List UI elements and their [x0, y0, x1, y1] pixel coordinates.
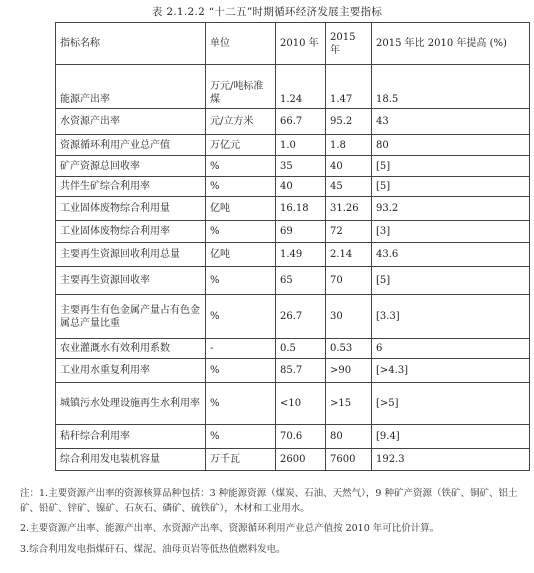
value-2010-cell: 16.18: [276, 197, 326, 221]
change-cell: [5]: [372, 177, 530, 197]
table-row: [56, 339, 530, 359]
table-row: [56, 197, 530, 221]
unit-cell: %: [206, 177, 276, 197]
table-row: [56, 156, 530, 177]
change-cell: 93.2: [372, 197, 530, 221]
table-row: [56, 65, 530, 109]
change-cell: [3]: [372, 221, 530, 243]
table-row: [56, 449, 530, 471]
table-row: [56, 359, 530, 383]
unit-cell: %: [206, 383, 276, 425]
value-2010-cell: 69: [276, 221, 326, 243]
change-cell: 80: [372, 135, 530, 156]
change-cell: [5]: [372, 267, 530, 295]
value-2015-cell: 0.53: [326, 339, 372, 359]
indicator-name-cell: 共伴生矿综合利用率: [56, 177, 206, 197]
table-row: [56, 135, 530, 156]
value-2015-cell: 7600: [326, 449, 372, 471]
unit-cell: 元/立方米: [206, 109, 276, 135]
header-2010: 2010 年: [276, 23, 326, 65]
note-1: 注：1.主要资源产出率的资源核算品种包括：3 种能源资源（煤炭、石油、天然气），9 种矿产资源（铁矿、铜矿、铝土矿、铅矿、锌矿、镍矿、石灰石、磷矿、硫铁矿），木材和工业用水。: [20, 488, 518, 515]
indicator-name-cell: 工业固体废物综合利用量: [56, 197, 206, 221]
value-2010-cell: 70.6: [276, 425, 326, 449]
change-cell: 43.6: [372, 243, 530, 267]
indicator-name-cell: 主要再生资源回收率: [56, 267, 206, 295]
value-2015-cell: 40: [326, 156, 372, 177]
indicator-name-cell: 矿产资源总回收率: [56, 156, 206, 177]
table-row: [56, 267, 530, 295]
indicator-name-cell: 主要再生资源回收利用总量: [56, 243, 206, 267]
indicator-name-cell: 农业灌溉水有效利用系数: [56, 339, 206, 359]
note-3: 3.综合利用发电指煤矸石、煤泥、油母页岩等低热值燃料发电。: [20, 543, 286, 555]
unit-cell: 亿吨: [206, 197, 276, 221]
value-2010-cell: 35: [276, 156, 326, 177]
table-row: [56, 109, 530, 135]
table-row: [56, 295, 530, 339]
unit-cell: %: [206, 425, 276, 449]
unit-cell: %: [206, 156, 276, 177]
table-notes: [20, 486, 530, 557]
value-2010-cell: 1.24: [276, 65, 326, 109]
value-2015-cell: 70: [326, 267, 372, 295]
header-unit: 单位: [206, 23, 276, 65]
value-2015-cell: 80: [326, 425, 372, 449]
unit-cell: %: [206, 359, 276, 383]
unit-cell: -: [206, 339, 276, 359]
change-cell: 192.3: [372, 449, 530, 471]
change-cell: [5]: [372, 156, 530, 177]
change-cell: [>5]: [372, 383, 530, 425]
unit-cell: %: [206, 221, 276, 243]
value-2010-cell: 0.5: [276, 339, 326, 359]
value-2015-cell: 31.26: [326, 197, 372, 221]
unit-cell: 亿吨: [206, 243, 276, 267]
unit-cell: 万元/吨标准煤: [206, 65, 276, 109]
header-2015: 2015 年: [326, 23, 372, 65]
change-cell: [3.3]: [372, 295, 530, 339]
value-2010-cell: 65: [276, 267, 326, 295]
unit-cell: 万千瓦: [206, 449, 276, 471]
indicator-name-cell: 综合利用发电装机容量: [56, 449, 206, 471]
value-2010-cell: 40: [276, 177, 326, 197]
value-2010-cell: 1.0: [276, 135, 326, 156]
change-cell: 18.5: [372, 65, 530, 109]
header-indicator: 指标名称: [56, 23, 206, 65]
unit-cell: 万亿元: [206, 135, 276, 156]
table-header-row: [56, 23, 530, 65]
value-2015-cell: >90: [326, 359, 372, 383]
indicator-name-cell: 城镇污水处理设施再生水利用率: [56, 383, 206, 425]
table-row: [56, 425, 530, 449]
indicator-name-cell: 工业固体废物综合利用率: [56, 221, 206, 243]
value-2010-cell: 85.7: [276, 359, 326, 383]
change-cell: [>4.3]: [372, 359, 530, 383]
table-row: [56, 221, 530, 243]
indicator-name-cell: 水资源产出率: [56, 109, 206, 135]
note-2: 2.主要资源产出率、能源产出率、水资源产出率、资源循环利用产业总产值按 2010 年可比价计算。: [20, 523, 440, 535]
change-cell: [9.4]: [372, 425, 530, 449]
value-2015-cell: 30: [326, 295, 372, 339]
value-2015-cell: 2.14: [326, 243, 372, 267]
table-row: [56, 243, 530, 267]
indicator-name-cell: 主要再生有色金属产量占有色金属总产量比重: [56, 295, 206, 339]
value-2015-cell: 95.2: [326, 109, 372, 135]
header-change: 2015 年比 2010 年提高 (%): [372, 23, 530, 65]
value-2010-cell: 66.7: [276, 109, 326, 135]
value-2010-cell: 2600: [276, 449, 326, 471]
value-2015-cell: 45: [326, 177, 372, 197]
table-caption: 表 2.1.2.2 “十二五”时期循环经济发展主要指标: [151, 6, 383, 18]
unit-cell: %: [206, 295, 276, 339]
indicator-name-cell: 资源循环利用产业总产值: [56, 135, 206, 156]
indicators-table: [55, 22, 530, 471]
indicator-name-cell: 能源产出率: [56, 65, 206, 109]
value-2010-cell: 26.7: [276, 295, 326, 339]
change-cell: 43: [372, 109, 530, 135]
indicator-name-cell: 秸秆综合利用率: [56, 425, 206, 449]
value-2015-cell: 1.8: [326, 135, 372, 156]
change-cell: 6: [372, 339, 530, 359]
value-2015-cell: >15: [326, 383, 372, 425]
table-row: [56, 383, 530, 425]
value-2010-cell: <10: [276, 383, 326, 425]
value-2015-cell: 72: [326, 221, 372, 243]
value-2015-cell: 1.47: [326, 65, 372, 109]
unit-cell: %: [206, 267, 276, 295]
indicator-name-cell: 工业用水重复利用率: [56, 359, 206, 383]
table-row: [56, 177, 530, 197]
value-2010-cell: 1.49: [276, 243, 326, 267]
